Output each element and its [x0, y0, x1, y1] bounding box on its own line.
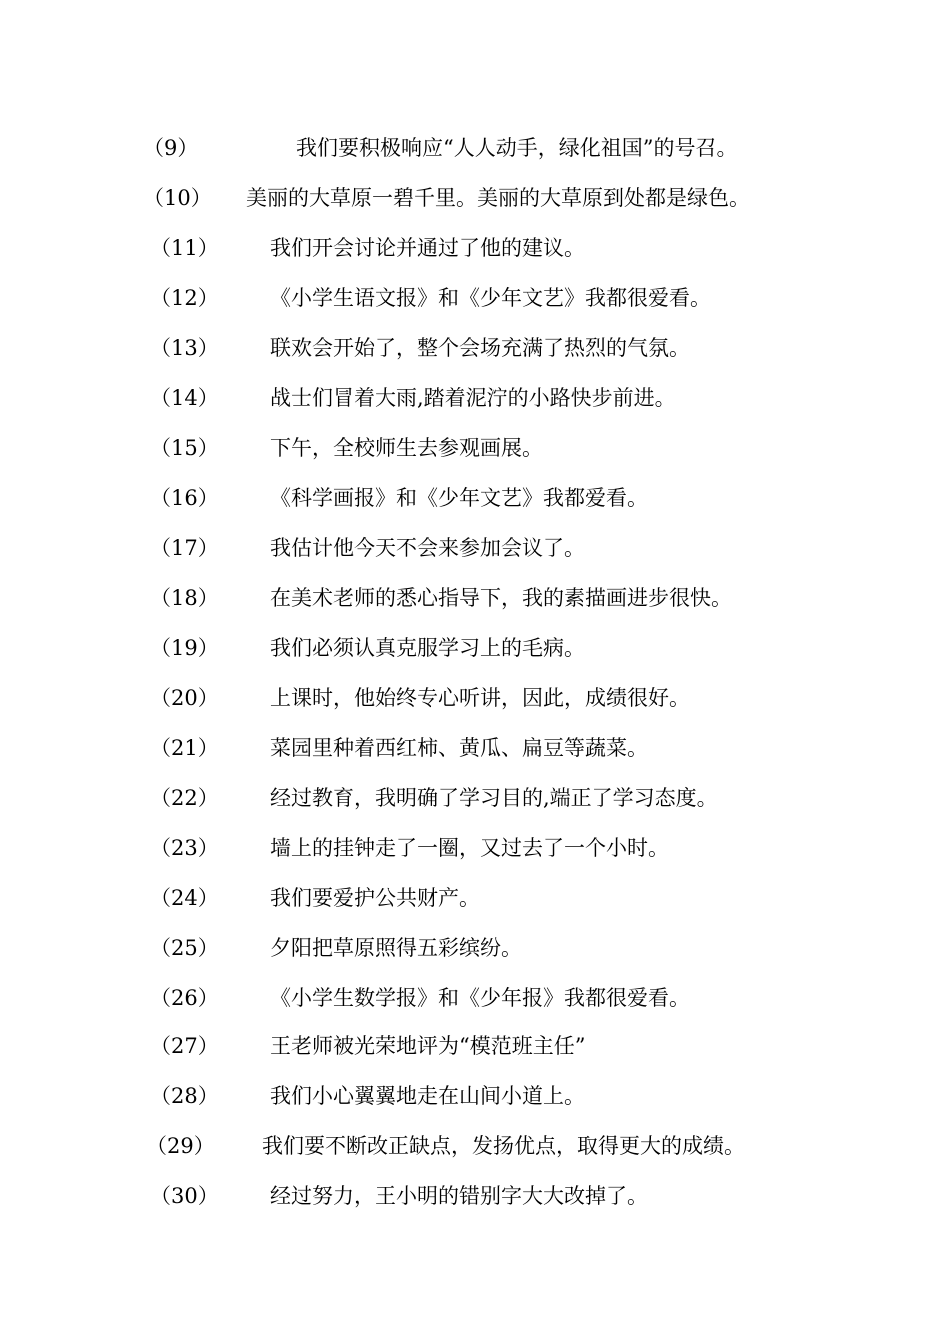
item-number: （30） — [150, 1184, 219, 1208]
item-number: （18） — [150, 586, 219, 610]
item-number: （12） — [150, 286, 219, 310]
item-number: （23） — [150, 836, 219, 860]
item-number: （9） — [143, 136, 199, 160]
list-item — [0, 335, 950, 385]
item-text: 墙上的挂钟走了一圈，又过去了一个小时。 — [270, 836, 669, 860]
list-item — [0, 1033, 950, 1083]
list-item — [0, 135, 950, 185]
item-text: 我们要爱护公共财产。 — [270, 886, 480, 910]
item-text: 王老师被光荣地评为“模范班主任” — [270, 1034, 586, 1058]
item-text: 经过教育，我明确了学习目的,端正了学习态度。 — [270, 786, 718, 810]
list-item — [0, 985, 950, 1035]
list-item — [0, 1183, 950, 1233]
list-item — [0, 935, 950, 985]
item-number: （13） — [150, 336, 219, 360]
item-number: （19） — [150, 636, 219, 660]
item-number: （17） — [150, 536, 219, 560]
item-number: （27） — [150, 1034, 219, 1058]
item-text: 下午，全校师生去参观画展。 — [270, 436, 543, 460]
list-item — [0, 485, 950, 535]
item-number: （22） — [150, 786, 219, 810]
item-text: 我们小心翼翼地走在山间小道上。 — [270, 1084, 585, 1108]
item-number: （28） — [150, 1084, 219, 1108]
item-text: 上课时，他始终专心听讲，因此，成绩很好。 — [270, 686, 690, 710]
item-text: 夕阳把草原照得五彩缤纷。 — [270, 936, 522, 960]
item-text: 菜园里种着西红柿、黄瓜、扁豆等蔬菜。 — [270, 736, 648, 760]
item-number: （10） — [143, 186, 212, 210]
item-number: （20） — [150, 686, 219, 710]
list-item — [0, 635, 950, 685]
item-text: 《小学生数学报》和《少年报》我都很爱看。 — [270, 986, 690, 1010]
item-text: 我估计他今天不会来参加会议了。 — [270, 536, 585, 560]
item-text: 《小学生语文报》和《少年文艺》我都很爱看。 — [270, 286, 711, 310]
item-text: 我们要不断改正缺点，发扬优点，取得更大的成绩。 — [262, 1134, 745, 1158]
item-text: 联欢会开始了，整个会场充满了热烈的气氛。 — [270, 336, 690, 360]
item-text: 我们开会讨论并通过了他的建议。 — [270, 236, 585, 260]
list-item — [0, 835, 950, 885]
item-text: 经过努力，王小明的错别字大大改掉了。 — [270, 1184, 648, 1208]
item-text: 我们要积极响应“人人动手，绿化祖国”的号召。 — [296, 136, 738, 160]
list-item — [0, 535, 950, 585]
item-text: 战士们冒着大雨,踏着泥泞的小路快步前进。 — [270, 386, 676, 410]
item-number: （24） — [150, 886, 219, 910]
item-number: （15） — [150, 436, 219, 460]
list-item — [0, 385, 950, 435]
item-number: （14） — [150, 386, 219, 410]
list-item — [0, 785, 950, 835]
list-item — [0, 1133, 950, 1183]
list-item — [0, 885, 950, 935]
item-number: （11） — [150, 236, 219, 260]
item-number: （29） — [146, 1134, 215, 1158]
item-number: （25） — [150, 936, 219, 960]
item-number: （16） — [150, 486, 219, 510]
item-text: 在美术老师的悉心指导下，我的素描画进步很快。 — [270, 586, 732, 610]
item-number: （26） — [150, 986, 219, 1010]
list-item — [0, 435, 950, 485]
list-item — [0, 735, 950, 785]
list-item — [0, 185, 950, 235]
item-text: 美丽的大草原一碧千里。美丽的大草原到处都是绿色。 — [246, 186, 750, 210]
list-item — [0, 685, 950, 735]
list-item — [0, 1083, 950, 1133]
item-text: 《科学画报》和《少年文艺》我都爱看。 — [270, 486, 648, 510]
list-item — [0, 285, 950, 335]
list-item — [0, 235, 950, 285]
item-text: 我们必须认真克服学习上的毛病。 — [270, 636, 585, 660]
list-item — [0, 585, 950, 635]
item-number: （21） — [150, 736, 219, 760]
